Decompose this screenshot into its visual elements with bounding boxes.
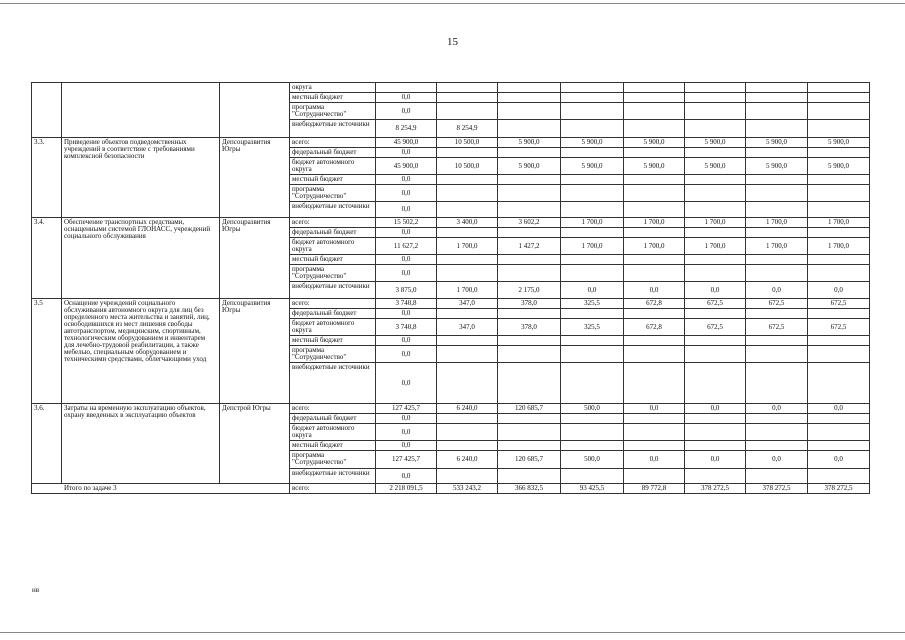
value-cell — [376, 83, 437, 93]
value-cell — [746, 363, 808, 404]
value-cell: 0,0 — [746, 282, 808, 299]
value-cell — [746, 228, 808, 238]
value-cell — [561, 83, 624, 93]
value-cell: 0,0 — [808, 404, 870, 414]
value-cell: 1 700,0 — [746, 218, 808, 228]
funding-source: федеральный бюджет — [290, 309, 376, 319]
value-cell: 0,0 — [376, 346, 437, 363]
value-cell: 5 900,0 — [746, 138, 808, 148]
value-cell — [437, 255, 498, 265]
funding-source: местный бюджет — [290, 93, 376, 103]
value-cell — [624, 255, 685, 265]
value-cell — [746, 424, 808, 441]
total-value-cell: 93 425,5 — [561, 484, 624, 494]
value-cell — [561, 309, 624, 319]
value-cell — [437, 83, 498, 93]
value-cell: 0,0 — [376, 469, 437, 484]
value-cell: 500,0 — [561, 404, 624, 414]
value-cell — [437, 424, 498, 441]
value-cell: 1 700,0 — [624, 238, 685, 255]
value-cell — [437, 93, 498, 103]
value-cell — [624, 336, 685, 346]
value-cell: 0,0 — [376, 148, 437, 158]
value-cell — [808, 255, 870, 265]
value-cell — [624, 363, 685, 404]
value-cell: 347,0 — [437, 299, 498, 309]
value-cell — [498, 202, 561, 218]
value-cell — [561, 336, 624, 346]
value-cell: 0,0 — [376, 93, 437, 103]
value-cell — [561, 185, 624, 202]
value-cell — [561, 228, 624, 238]
value-cell — [624, 414, 685, 424]
total-value-cell: 366 832,5 — [498, 484, 561, 494]
value-cell — [498, 120, 561, 138]
funding-source: внебюджетные источники — [290, 120, 376, 138]
total-row — [32, 484, 870, 494]
value-cell — [746, 175, 808, 185]
funding-source: бюджет автономного округа — [290, 424, 376, 441]
value-cell — [561, 441, 624, 451]
value-cell — [808, 414, 870, 424]
value-cell — [498, 185, 561, 202]
total-label: Итого по задаче 3 — [32, 484, 290, 494]
value-cell — [561, 414, 624, 424]
value-cell: 672,5 — [746, 299, 808, 309]
value-cell — [685, 103, 746, 120]
value-cell — [624, 228, 685, 238]
item-name: Оснащение учреждений социального обслуживания автономного округа для лиц без определенного места жительства и занятий, лиц, освободившихся из мест лишения свободы автотранспортом, медицинским, спортивным, технологическим оборудованием и инвентарем для лечебно-трудовой реабилитации, а также мебелью, специальным оборудованием и техническими средствами, облегчающими уход — [62, 299, 220, 404]
value-cell — [746, 469, 808, 484]
value-cell: 672,5 — [808, 299, 870, 309]
value-cell: 5 900,0 — [561, 158, 624, 175]
value-cell: 0,0 — [808, 451, 870, 469]
value-cell: 5 900,0 — [498, 138, 561, 148]
value-cell: 0,0 — [624, 282, 685, 299]
value-cell — [808, 469, 870, 484]
value-cell — [685, 469, 746, 484]
funding-source: федеральный бюджет — [290, 414, 376, 424]
value-cell: 8 254,9 — [437, 120, 498, 138]
value-cell: 1 700,0 — [624, 218, 685, 228]
value-cell: 6 240,0 — [437, 451, 498, 469]
item-executor: Депстрой Югры — [220, 404, 290, 484]
value-cell — [624, 441, 685, 451]
value-cell — [808, 202, 870, 218]
value-cell: 0,0 — [376, 424, 437, 441]
value-cell: 0,0 — [376, 175, 437, 185]
total-source: всего: — [290, 484, 376, 494]
value-cell: 120 685,7 — [498, 451, 561, 469]
value-cell — [561, 202, 624, 218]
value-cell — [624, 93, 685, 103]
item-name — [62, 83, 220, 138]
funding-source: всего: — [290, 218, 376, 228]
value-cell: 3 400,0 — [437, 218, 498, 228]
value-cell: 0,0 — [376, 309, 437, 319]
value-cell: 0,0 — [376, 185, 437, 202]
value-cell: 1 700,0 — [685, 238, 746, 255]
total-value-cell: 533 243,2 — [437, 484, 498, 494]
value-cell — [561, 175, 624, 185]
value-cell — [437, 228, 498, 238]
value-cell — [498, 363, 561, 404]
value-cell: 672,5 — [808, 319, 870, 336]
value-cell: 0,0 — [376, 363, 437, 404]
value-cell: 0,0 — [376, 202, 437, 218]
value-cell — [498, 175, 561, 185]
funding-source: программа "Сотрудничество" — [290, 451, 376, 469]
value-cell — [685, 336, 746, 346]
value-cell — [561, 363, 624, 404]
value-cell: 1 700,0 — [808, 238, 870, 255]
funding-source: местный бюджет — [290, 441, 376, 451]
value-cell: 0,0 — [376, 414, 437, 424]
value-cell: 378,0 — [498, 319, 561, 336]
value-cell — [437, 202, 498, 218]
table-row — [32, 299, 870, 309]
item-executor — [220, 83, 290, 138]
value-cell — [746, 202, 808, 218]
value-cell — [808, 93, 870, 103]
value-cell — [746, 414, 808, 424]
value-cell — [808, 120, 870, 138]
value-cell: 6 240,0 — [437, 404, 498, 414]
value-cell: 5 900,0 — [808, 138, 870, 148]
value-cell — [808, 103, 870, 120]
value-cell: 5 900,0 — [746, 158, 808, 175]
value-cell — [685, 424, 746, 441]
funding-source: внебюджетные источники — [290, 469, 376, 484]
value-cell: 3 602,2 — [498, 218, 561, 228]
value-cell — [561, 120, 624, 138]
value-cell — [808, 363, 870, 404]
value-cell — [808, 83, 870, 93]
value-cell — [808, 175, 870, 185]
value-cell — [808, 265, 870, 282]
value-cell — [624, 120, 685, 138]
value-cell — [808, 346, 870, 363]
value-cell — [437, 103, 498, 120]
value-cell — [437, 336, 498, 346]
item-name: Приведение объектов подведомственных учреждений в соответствие с требованиями комплексной безопасности — [62, 138, 220, 218]
value-cell — [437, 441, 498, 451]
value-cell: 5 900,0 — [624, 138, 685, 148]
value-cell — [498, 469, 561, 484]
table-row — [32, 138, 870, 148]
value-cell — [746, 265, 808, 282]
value-cell — [808, 336, 870, 346]
value-cell: 8 254,9 — [376, 120, 437, 138]
table-row — [32, 83, 870, 93]
value-cell: 3 740,8 — [376, 299, 437, 309]
value-cell: 3 740,8 — [376, 319, 437, 336]
value-cell — [624, 309, 685, 319]
value-cell — [685, 83, 746, 93]
value-cell: 0,0 — [376, 255, 437, 265]
value-cell — [498, 83, 561, 93]
value-cell: 347,0 — [437, 319, 498, 336]
value-cell: 0,0 — [808, 282, 870, 299]
value-cell — [561, 93, 624, 103]
page-number: 15 — [447, 36, 458, 48]
total-value-cell: 2 218 091,5 — [376, 484, 437, 494]
value-cell — [498, 309, 561, 319]
value-cell: 0,0 — [376, 228, 437, 238]
funding-source: всего: — [290, 404, 376, 414]
value-cell — [498, 265, 561, 282]
funding-source: бюджет автономного округа — [290, 319, 376, 336]
value-cell — [561, 103, 624, 120]
value-cell: 0,0 — [685, 282, 746, 299]
value-cell: 378,0 — [498, 299, 561, 309]
value-cell — [498, 414, 561, 424]
value-cell: 1 700,0 — [437, 238, 498, 255]
value-cell: 672,8 — [624, 319, 685, 336]
value-cell: 0,0 — [624, 404, 685, 414]
value-cell — [746, 336, 808, 346]
value-cell — [437, 265, 498, 282]
value-cell: 5 900,0 — [624, 158, 685, 175]
value-cell: 672,5 — [685, 299, 746, 309]
value-cell — [624, 469, 685, 484]
value-cell — [746, 120, 808, 138]
item-number: 3.6. — [32, 404, 62, 484]
value-cell: 0,0 — [624, 451, 685, 469]
value-cell: 672,5 — [746, 319, 808, 336]
value-cell — [808, 148, 870, 158]
table-row — [32, 404, 870, 414]
value-cell — [746, 309, 808, 319]
item-executor: Депсоцразвития Югры — [220, 138, 290, 218]
item-executor: Депсоцразвития Югры — [220, 299, 290, 404]
value-cell — [746, 255, 808, 265]
value-cell — [624, 175, 685, 185]
value-cell — [808, 441, 870, 451]
value-cell — [624, 83, 685, 93]
value-cell — [685, 346, 746, 363]
value-cell — [437, 309, 498, 319]
value-cell — [624, 202, 685, 218]
value-cell — [746, 185, 808, 202]
value-cell: 5 900,0 — [685, 158, 746, 175]
value-cell — [498, 255, 561, 265]
value-cell — [624, 185, 685, 202]
value-cell — [685, 265, 746, 282]
scan-edge-bottom — [0, 632, 905, 633]
value-cell — [498, 441, 561, 451]
value-cell — [437, 148, 498, 158]
value-cell — [437, 363, 498, 404]
funding-source: программа "Сотрудничество" — [290, 185, 376, 202]
value-cell — [561, 148, 624, 158]
value-cell — [498, 103, 561, 120]
value-cell: 0,0 — [376, 336, 437, 346]
value-cell — [561, 255, 624, 265]
funding-source: федеральный бюджет — [290, 228, 376, 238]
funding-source: внебюджетные источники — [290, 363, 376, 404]
funding-source: всего: — [290, 299, 376, 309]
value-cell: 0,0 — [561, 282, 624, 299]
value-cell — [624, 346, 685, 363]
value-cell: 0,0 — [685, 404, 746, 414]
funding-source: федеральный бюджет — [290, 148, 376, 158]
value-cell: 325,5 — [561, 319, 624, 336]
item-name: Затраты на временную эксплуатацию объектов, охрану введенных в эксплуатацию объектов — [62, 404, 220, 484]
value-cell — [685, 93, 746, 103]
item-number: 3.3. — [32, 138, 62, 218]
value-cell — [746, 346, 808, 363]
value-cell: 10 500,0 — [437, 158, 498, 175]
value-cell — [685, 175, 746, 185]
table-row — [32, 218, 870, 228]
value-cell: 1 700,0 — [808, 218, 870, 228]
value-cell — [437, 469, 498, 484]
value-cell — [746, 83, 808, 93]
value-cell: 1 700,0 — [685, 218, 746, 228]
value-cell: 672,8 — [624, 299, 685, 309]
value-cell — [685, 120, 746, 138]
funding-source: всего: — [290, 138, 376, 148]
value-cell: 45 900,0 — [376, 158, 437, 175]
value-cell — [808, 228, 870, 238]
value-cell: 1 700,0 — [561, 218, 624, 228]
item-number: 3.5 — [32, 299, 62, 404]
value-cell — [685, 228, 746, 238]
value-cell — [685, 414, 746, 424]
item-name: Обеспечение транспортных средствами, оснащенными системой ГЛОНАСС, учреждений социального обслуживания — [62, 218, 220, 299]
funding-table — [31, 82, 870, 494]
funding-source: местный бюджет — [290, 175, 376, 185]
item-executor: Депсоцразвития Югры — [220, 218, 290, 299]
value-cell: 0,0 — [376, 103, 437, 120]
value-cell: 0,0 — [746, 404, 808, 414]
value-cell — [685, 441, 746, 451]
value-cell: 5 900,0 — [808, 158, 870, 175]
funding-source: местный бюджет — [290, 336, 376, 346]
value-cell: 120 685,7 — [498, 404, 561, 414]
funding-source: внебюджетные источники — [290, 202, 376, 218]
value-cell — [685, 185, 746, 202]
value-cell — [561, 469, 624, 484]
value-cell: 127 425,7 — [376, 404, 437, 414]
value-cell — [498, 228, 561, 238]
value-cell: 672,5 — [685, 319, 746, 336]
value-cell — [437, 346, 498, 363]
value-cell — [808, 309, 870, 319]
total-value-cell: 378 272,5 — [685, 484, 746, 494]
value-cell — [624, 424, 685, 441]
value-cell — [437, 175, 498, 185]
value-cell: 127 425,7 — [376, 451, 437, 469]
value-cell — [624, 148, 685, 158]
value-cell: 5 900,0 — [685, 138, 746, 148]
value-cell — [624, 265, 685, 282]
scan-edge-top — [0, 3, 905, 4]
value-cell — [685, 255, 746, 265]
footer-mark: нв — [32, 586, 40, 594]
value-cell — [746, 103, 808, 120]
value-cell: 1 700,0 — [437, 282, 498, 299]
item-number — [32, 83, 62, 138]
value-cell — [437, 185, 498, 202]
value-cell: 0,0 — [685, 451, 746, 469]
value-cell — [746, 93, 808, 103]
funding-source: бюджет автономного округа — [290, 158, 376, 175]
funding-source: программа "Сотрудничество" — [290, 265, 376, 282]
value-cell — [561, 346, 624, 363]
value-cell: 1 427,2 — [498, 238, 561, 255]
value-cell: 325,5 — [561, 299, 624, 309]
value-cell: 3 875,0 — [376, 282, 437, 299]
value-cell: 2 175,0 — [498, 282, 561, 299]
funding-source: внебюджетные источники — [290, 282, 376, 299]
value-cell — [498, 424, 561, 441]
item-number: 3.4. — [32, 218, 62, 299]
value-cell: 45 900,0 — [376, 138, 437, 148]
value-cell — [746, 441, 808, 451]
value-cell: 1 700,0 — [746, 238, 808, 255]
value-cell: 0,0 — [746, 451, 808, 469]
value-cell — [746, 148, 808, 158]
value-cell — [498, 93, 561, 103]
value-cell: 0,0 — [376, 441, 437, 451]
value-cell: 10 500,0 — [437, 138, 498, 148]
value-cell — [685, 202, 746, 218]
value-cell — [561, 265, 624, 282]
value-cell — [498, 336, 561, 346]
value-cell: 5 900,0 — [498, 158, 561, 175]
value-cell — [685, 309, 746, 319]
value-cell — [685, 363, 746, 404]
value-cell — [561, 424, 624, 441]
value-cell — [437, 414, 498, 424]
funding-source: программа "Сотрудничество" — [290, 346, 376, 363]
value-cell: 5 900,0 — [561, 138, 624, 148]
value-cell — [498, 346, 561, 363]
value-cell — [498, 148, 561, 158]
value-cell: 15 502,2 — [376, 218, 437, 228]
value-cell — [624, 103, 685, 120]
funding-source: программа "Сотрудничество" — [290, 103, 376, 120]
total-value-cell: 378 272,5 — [746, 484, 808, 494]
value-cell — [808, 185, 870, 202]
value-cell: 500,0 — [561, 451, 624, 469]
value-cell — [685, 148, 746, 158]
value-cell: 11 627,2 — [376, 238, 437, 255]
funding-source: бюджет автономного округа — [290, 238, 376, 255]
total-value-cell: 378 272,5 — [808, 484, 870, 494]
value-cell: 0,0 — [376, 265, 437, 282]
funding-source: округа — [290, 83, 376, 93]
value-cell — [808, 424, 870, 441]
value-cell: 1 700,0 — [561, 238, 624, 255]
total-value-cell: 89 772,8 — [624, 484, 685, 494]
funding-source: местный бюджет — [290, 255, 376, 265]
